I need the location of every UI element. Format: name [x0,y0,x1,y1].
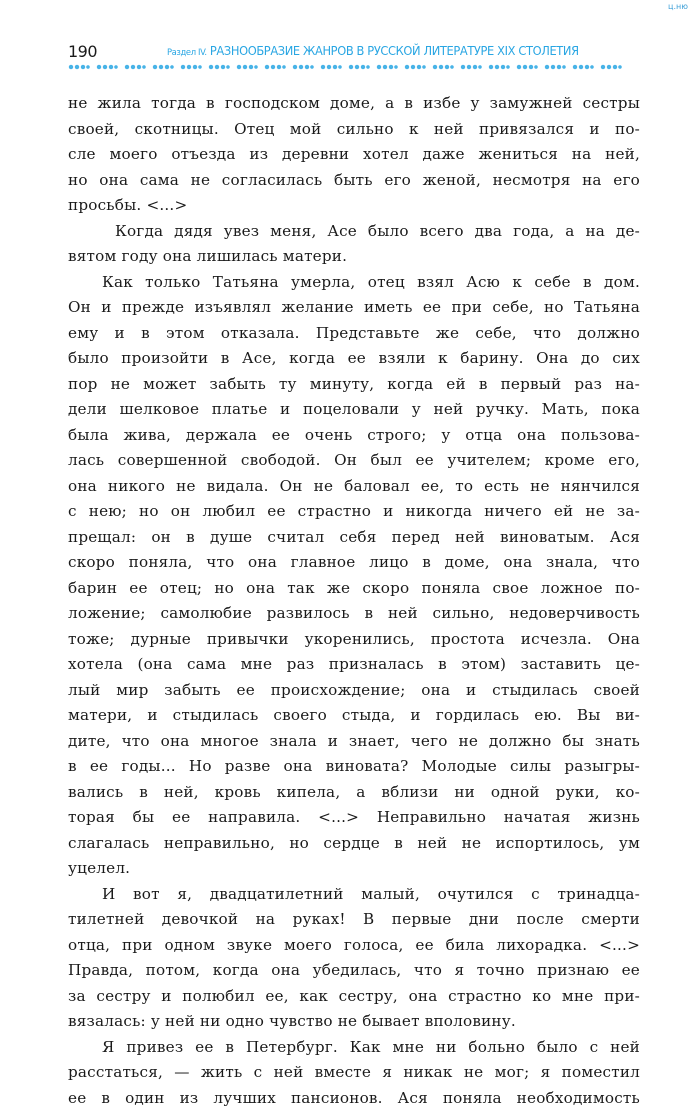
text-line: хотела (она сама мне раз призналась в этом) заставить це- [68,652,640,678]
text-line: с нею; но он любил ее страстно и никогда ничего ей не за- [68,499,640,525]
text-line: расстаться, — жить с ней вместе я никак не мог; я поместил [68,1060,640,1086]
text-line: просьбы. <...> [68,193,640,219]
text-line: лый мир забыть ее происхождение; она и стыдилась своей [68,678,640,704]
text-line: в ее годы... Но разве она виновата? Молодые силы разыгры- [68,754,640,780]
text-line: за сестру и полюбил ее, как сестру, она страстно ко мне при- [68,984,640,1010]
text-line: отца, при одном звуке моего голоса, ее била лихорадка. <...> [68,933,640,959]
text-line: Он и прежде изъявлял желание иметь ее при себе, но Татьяна [68,295,640,321]
page-number: 190 [68,42,97,61]
decorative-ornament-divider [68,64,640,71]
text-line: лась совершенной свободой. Он был ее учителем; кроме его, [68,448,640,474]
text-line: барин ее отец; но она так же скоро поняла свое ложное по- [68,576,640,602]
text-line: она никого не видала. Он не баловал ее, то есть не нянчился [68,474,640,500]
page-header [68,40,640,80]
text-line: вязалась: у ней ни одно чувство не бывает вполовину. [68,1009,640,1035]
text-line: Я привез ее в Петербург. Как мне ни больно было с ней [68,1035,640,1061]
text-line: скоро поняла, что она главное лицо в доме, она знала, что [68,550,640,576]
running-title [167,44,608,58]
text-line: тоже; дурные привычки укоренились, простота исчезла. Она [68,627,640,653]
text-line: вятом году она лишилась матери. [68,244,640,270]
text-line: тилетней девочкой на руках! В первые дни после смерти [68,907,640,933]
text-line: прещал: он в душе считал себя перед ней виноватым. Ася [68,525,640,551]
text-line: ему и в этом отказала. Представьте же себе, что должно [68,321,640,347]
text-line: Правда, потом, когда она убедилась, что я точно признаю ее [68,958,640,984]
body-text [68,91,640,1111]
running-title-prefix: Раздел IV. [167,48,207,58]
running-title-text: РАЗНООБРАЗИЕ ЖАНРОВ В РУССКОЙ ЛИТЕРАТУРЕ XIX СТОЛЕТИЯ [210,44,579,58]
text-line: слагалась неправильно, но сердце в ней не испортилось, ум [68,831,640,857]
text-line: дели шелковое платье и поцеловали у ней ручку. Мать, пока [68,397,640,423]
text-line: Когда дядя увез меня, Асе было всего два года, а на де- [68,219,640,245]
text-line: ее в один из лучших пансионов. Ася поняла необходимость [68,1086,640,1111]
text-line: не жила тогда в господском доме, а в избе у замужней сестры [68,91,640,117]
text-line: матери, и стыдилась своего стыда, и гордилась ею. Вы ви- [68,703,640,729]
text-line: пор не может забыть ту минуту, когда ей в первый раз на- [68,372,640,398]
text-line: но она сама не согласилась быть его женой, несмотря на его [68,168,640,194]
text-line: было произойти в Асе, когда ее взяли к барину. Она до сих [68,346,640,372]
text-line: дите, что она многое знала и знает, чего не должно бы знать [68,729,640,755]
text-line: Как только Татьяна умерла, отец взял Асю к себе в дом. [68,270,640,296]
text-line: ложение; самолюбие развилось в ней сильно, недоверчивость [68,601,640,627]
text-line: сле моего отъезда из деревни хотел даже жениться на ней, [68,142,640,168]
text-line: торая бы ее направила. <...> Неправильно начатая жизнь [68,805,640,831]
text-line: своей, скотницы. Отец мой сильно к ней привязался и по- [68,117,640,143]
text-line: И вот я, двадцатилетний малый, очутился с тринадца- [68,882,640,908]
text-line: уцелел. [68,856,640,882]
text-line: вались в ней, кровь кипела, а вблизи ни одной руки, ко- [68,780,640,806]
text-line: была жива, держала ее очень строго; у отца она пользова- [68,423,640,449]
corner-mark: ц.ню [668,2,688,11]
